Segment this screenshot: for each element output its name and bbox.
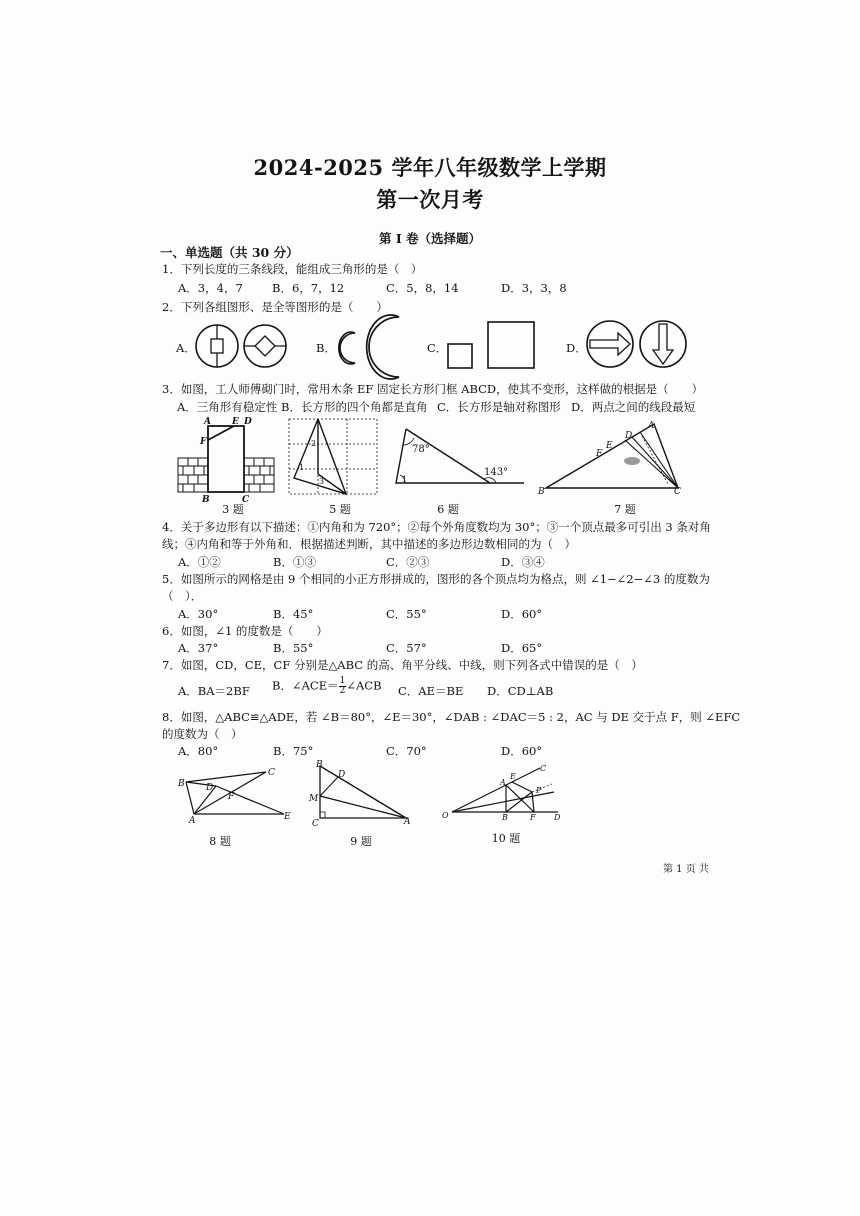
question-4-stem: 4．关于多边形有以下描述：①内角和为 720°；②每个外角度数均为 30°；③一个顶点最多可引出 3 条对角: [162, 520, 711, 534]
q2-figure-b: [333, 315, 413, 377]
q8-option-c[interactable]: C．70°: [386, 744, 427, 758]
exam-subtitle: 第一次月考: [376, 187, 484, 212]
q7-option-b-label: B．∠ACE＝: [272, 678, 339, 693]
f8-label-f: F: [228, 792, 235, 802]
question-2-stem: 2．下列各组图形、是全等图形的是（ ）: [162, 300, 388, 314]
q7-option-c[interactable]: C．AE＝BE: [398, 684, 464, 698]
figure-8-caption: 8 题: [209, 835, 231, 848]
f8-label-e: E: [284, 812, 291, 822]
q2-figure-a: [195, 322, 295, 372]
f9-label-a: A: [404, 817, 411, 827]
q8-option-a[interactable]: A．80°: [178, 744, 219, 758]
f9-label-m: M: [309, 794, 319, 804]
question-7-stem: 7．如图，CD，CE，CF 分别是△ABC 的高、角平分线、中线，则下列各式中错误的是（ ）: [162, 658, 643, 672]
f6-label-143: 143°: [484, 467, 509, 478]
f7-label-c: C: [674, 487, 681, 497]
q6-option-c[interactable]: C．57°: [386, 641, 427, 655]
q3-option-d[interactable]: D．两点之间的线段最短: [571, 400, 696, 414]
figure-7-caption: 7 题: [614, 503, 636, 516]
q1-option-c[interactable]: C．5，8，14: [386, 281, 459, 295]
f8-label-b: B: [178, 779, 185, 789]
question-3-stem: 3．如图，工人师傅砌门时，常用木条 EF 固定长方形门框 ABCD，使其不变形，这样做的根据是（ ）: [162, 382, 704, 396]
exam-title: 2024-2025 学年八年级数学上学期: [253, 155, 607, 180]
q8-option-d[interactable]: D．60°: [501, 744, 543, 758]
f10-label-b: B: [502, 813, 508, 822]
question-5-stem-cont: （ ）．: [162, 589, 203, 603]
q6-option-a[interactable]: A．37°: [178, 641, 219, 655]
section-heading: 一、单选题（共 30 分）: [160, 245, 299, 260]
f7-label-e: E: [606, 441, 613, 451]
q2-option-d[interactable]: D．: [566, 341, 587, 355]
q8-option-b[interactable]: B．75°: [273, 744, 314, 758]
f10-label-f: F: [530, 813, 536, 822]
f5-label-1: 1: [299, 463, 305, 472]
f10-label-a: A: [500, 778, 506, 787]
q4-option-d[interactable]: D．③④: [501, 555, 545, 569]
figure-9-caption: 9 题: [350, 835, 372, 848]
volume-heading: 第 I 卷（选择题）: [378, 231, 482, 246]
figure-10-caption: 10 题: [491, 832, 521, 845]
figure-3: [178, 414, 278, 504]
question-4-stem-cont: 线；④内角和等于外角和．根据描述判断，其中描述的多边形边数相同的为（ ）: [162, 537, 576, 551]
f8-label-d: D: [206, 783, 214, 793]
q4-option-b[interactable]: B．①③: [273, 555, 316, 569]
q7-option-b[interactable]: [272, 677, 382, 696]
q2-option-a[interactable]: A．: [176, 341, 196, 355]
f9-label-b: B: [316, 760, 323, 770]
q2-figure-c: [446, 320, 546, 370]
figure-5: [288, 418, 380, 498]
q5-option-b[interactable]: B．45°: [273, 607, 314, 621]
q3-option-b[interactable]: B．长方形的四个角都是直角: [281, 400, 428, 414]
f8-label-a: A: [189, 816, 196, 826]
f3-label-f: F: [200, 437, 207, 447]
figure-9: [308, 760, 418, 829]
question-8-stem-cont: 的度数为（ ）: [162, 727, 243, 741]
f10-label-c: C: [540, 764, 547, 773]
figure-8: [176, 766, 294, 824]
q6-option-b[interactable]: B．55°: [273, 641, 314, 655]
f7-label-d: D: [625, 431, 633, 441]
q2-figure-d: [586, 320, 690, 370]
q2-option-b[interactable]: B．: [316, 341, 336, 355]
f5-label-3: 3: [319, 477, 325, 486]
q6-option-d[interactable]: D．65°: [501, 641, 543, 655]
page-footer: 第 1 页 共: [663, 864, 709, 875]
q5-option-c[interactable]: C．55°: [386, 607, 427, 621]
f3-label-c: C: [242, 495, 250, 505]
f6-label-78: 78°: [412, 444, 430, 455]
q7-option-a[interactable]: A．BA＝2BF: [178, 684, 250, 698]
f3-label-b: B: [202, 495, 210, 505]
f10-label-p: P: [536, 786, 542, 795]
f3-label-e: E: [232, 417, 239, 427]
question-8-stem: 8．如图，△ABC≌△ADE，若 ∠B＝80°，∠E＝30°，∠DAB : ∠DAC＝5 : 2，AC 与 DE 交于点 F，则 ∠EFC: [162, 710, 741, 724]
f10-label-o: O: [442, 811, 449, 820]
q1-option-a[interactable]: A．3，4，7: [178, 281, 243, 295]
figure-3-caption: 3 题: [222, 503, 244, 516]
figure-10: [440, 762, 568, 822]
f9-label-c: C: [312, 819, 319, 829]
figure-6-caption: 6 题: [437, 503, 459, 516]
q7-frac-num: 1: [339, 676, 346, 686]
figure-6: [392, 425, 532, 487]
q7-option-b-tail: ∠ACB: [346, 678, 382, 693]
f3-label-a: A: [204, 417, 211, 427]
q7-frac-den: 2: [339, 686, 346, 696]
f7-label-b: B: [538, 487, 545, 497]
f10-label-d: D: [554, 813, 561, 822]
q3-option-c[interactable]: C．长方形是轴对称图形: [437, 400, 561, 414]
f7-label-f: F: [596, 449, 603, 459]
q4-option-a[interactable]: A．①②: [178, 555, 221, 569]
f9-label-d: D: [338, 770, 346, 780]
q4-option-c[interactable]: C．②③: [386, 555, 430, 569]
q1-option-d[interactable]: D．3，3，8: [501, 281, 567, 295]
figure-5-caption: 5 题: [329, 503, 351, 516]
q5-option-a[interactable]: A．30°: [178, 607, 219, 621]
f5-label-2: 2: [311, 439, 317, 448]
f6-label-1: 1: [402, 475, 408, 484]
f8-label-c: C: [268, 768, 275, 778]
f10-label-e: E: [510, 772, 516, 781]
figure-7: [536, 418, 686, 496]
q7-option-d[interactable]: D．CD⊥AB: [487, 684, 554, 698]
q5-option-d[interactable]: D．60°: [501, 607, 543, 621]
f3-label-d: D: [244, 417, 252, 427]
question-5-stem: 5．如图所示的网格是由 9 个相同的小正方形拼成的，图形的各个顶点均为格点，则 ∠1−∠2−∠3 的度数为: [162, 572, 710, 586]
f7-label-a: A: [648, 421, 655, 431]
q3-option-a[interactable]: A．三角形有稳定性: [177, 400, 278, 414]
question-6-stem: 6．如图，∠1 的度数是（ ）: [162, 624, 328, 638]
q1-option-b[interactable]: B．6，7，12: [272, 281, 345, 295]
q2-option-c[interactable]: C．: [427, 341, 448, 355]
question-1-stem: 1．下列长度的三条线段，能组成三角形的是（ ）: [162, 262, 423, 276]
